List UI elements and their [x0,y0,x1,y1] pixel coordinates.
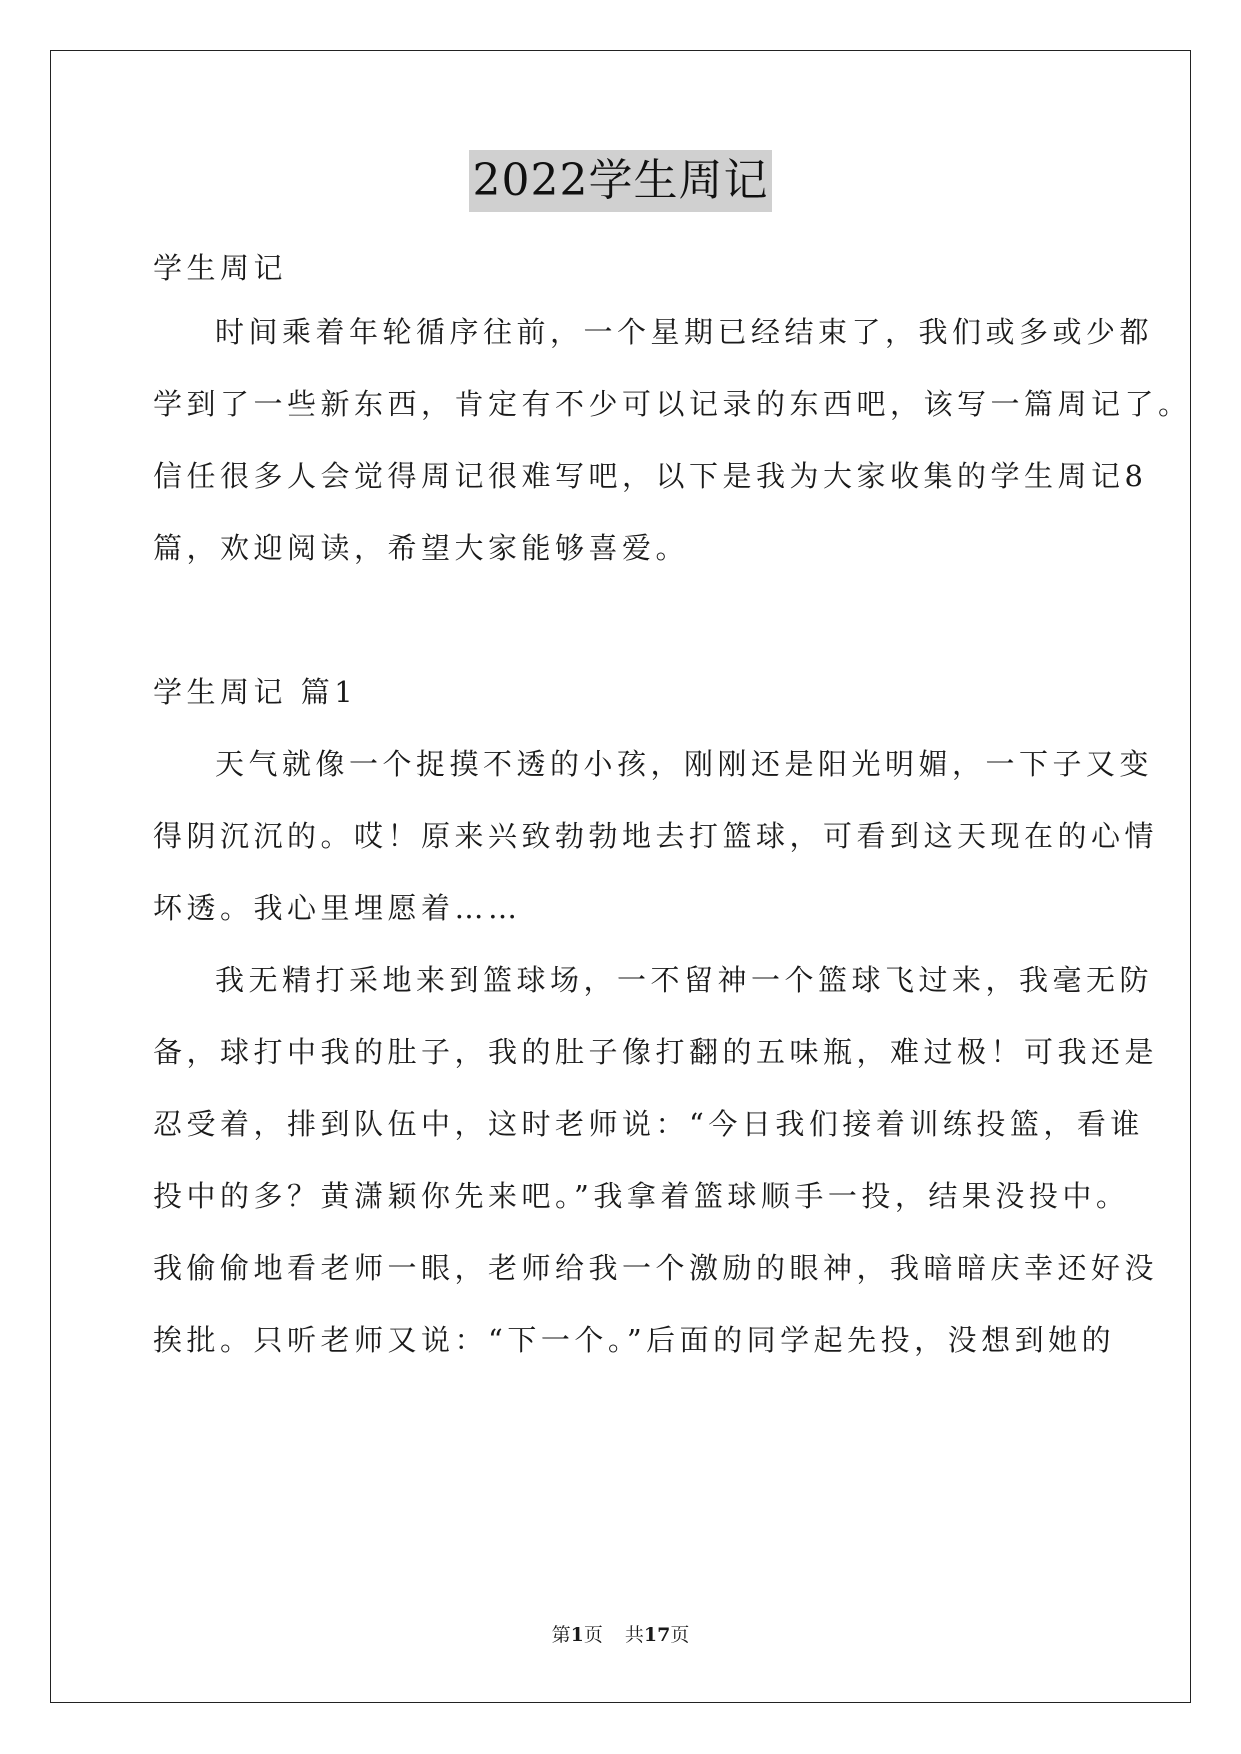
text-line: 信任很多人会觉得周记很难写吧，以下是我为大家收集的学生周记8 [153,459,1148,493]
text-line: 坏透。我心里埋愿着…… [153,891,522,925]
text-line: 得阴沉沉的。哎！原来兴致勃勃地去打篮球，可看到这天现在的心情 [153,819,1159,853]
page-number-current: 1 [570,1624,584,1646]
page-label-prefix: 第 [551,1624,571,1646]
text-line: 我无精打采地来到篮球场，一不留神一个篮球飞过来，我毫无防 [215,963,1154,997]
page-label-unit: 页 [583,1624,603,1646]
total-label-unit: 页 [670,1624,690,1646]
total-label-prefix: 共 [624,1624,644,1646]
text-line: 篇，欢迎阅读，希望大家能够喜爱。 [153,531,690,565]
text-line: 备，球打中我的肚子，我的肚子像打翻的五味瓶，难过极！可我还是 [153,1035,1159,1069]
text-line: 挨批。只听老师又说：“下一个。”后面的同学起先投，没想到她的 [153,1323,1116,1357]
page-footer [0,1622,1241,1648]
text-line: 投中的多？黄潇颖你先来吧。”我拿着篮球顺手一投，结果没投中。 [153,1179,1130,1213]
text-line: 时间乘着年轮循序往前，一个星期已经结束了，我们或多或少都 [215,315,1154,349]
text-line: 忍受着，排到队伍中，这时老师说：“今日我们接着训练投篮，看谁 [153,1107,1144,1141]
document-title: 2022学生周记 [469,150,773,212]
text-line: 天气就像一个捉摸不透的小孩，刚刚还是阳光明媚，一下子又变 [215,747,1154,781]
text-line: 学到了一些新东西，肯定有不少可以记录的东西吧，该写一篇周记了。 [153,387,1192,421]
page-number-total: 17 [643,1624,671,1646]
section-heading-intro: 学生周记 [153,251,288,285]
page-border [50,50,1191,1703]
section-heading-part1: 学生周记 篇1 [153,675,358,709]
title-wrap [0,150,1241,212]
text-line: 我偷偷地看老师一眼，老师给我一个激励的眼神，我暗暗庆幸还好没 [153,1251,1159,1285]
